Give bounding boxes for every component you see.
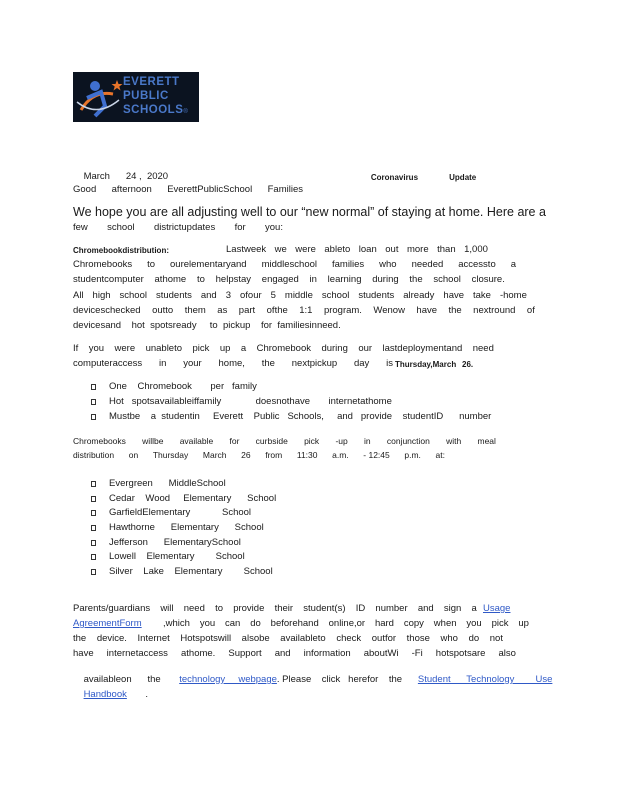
p4-word: availableto — [280, 633, 326, 644]
p4-word: to — [215, 603, 223, 614]
bullet-box-icon — [91, 496, 96, 502]
date-year: 2020 — [146, 171, 169, 182]
p2-word: need — [472, 343, 494, 354]
logo-text-line3-word: SCHOOLS — [123, 104, 184, 116]
bullet-box-icon — [91, 554, 96, 560]
p4-word: device. — [96, 633, 127, 644]
logo-text-line3 — [123, 103, 188, 119]
p4-word: . Please click herefor the — [276, 674, 403, 685]
school-name: Cedar Wood Elementary School — [109, 493, 277, 504]
usage-agreement-form-link[interactable]: Usage — [483, 603, 511, 614]
p4-word: will — [160, 603, 174, 614]
p1-word: outto — [152, 305, 174, 316]
p4-word: aboutWi — [363, 648, 399, 659]
p4-word: a — [471, 603, 477, 614]
p1-word: to — [196, 274, 205, 285]
p3-word: Chromebooks — [73, 436, 126, 446]
p4-line-4 — [73, 648, 516, 659]
intro-line-2 — [73, 222, 283, 233]
greeting — [73, 184, 303, 195]
p1-word: students — [358, 290, 395, 301]
p4-word: sign — [443, 603, 462, 614]
p4-word: alsobe — [241, 633, 270, 644]
p1-word: who — [379, 259, 397, 270]
greeting-word: EverettPublicSchool — [167, 184, 253, 195]
school-name: Silver Lake Elementary School — [109, 566, 273, 577]
p2-word: your — [183, 358, 202, 369]
p1-word: in — [309, 274, 317, 285]
p4-word: who — [440, 633, 458, 644]
p4-line-3 — [73, 633, 503, 644]
pickup-date: Thursday,March — [395, 360, 457, 369]
p3-word: Thursday — [152, 450, 189, 460]
bullet-box-icon — [91, 510, 96, 516]
p4-word: Parents/guardians — [73, 603, 151, 614]
title-word-2: Update — [449, 173, 477, 182]
bullet-box-icon — [91, 399, 96, 405]
p1-word: -home — [499, 290, 527, 301]
p1-word: needed — [411, 259, 444, 270]
p4-line-6 — [73, 678, 148, 711]
p4-line-1 — [73, 603, 477, 614]
p3-word: in — [363, 436, 371, 446]
p1-word: were — [295, 244, 316, 255]
p1-word: 5 — [270, 290, 276, 301]
p3-word: conjunction — [386, 436, 430, 446]
p3-word: curbside — [255, 436, 288, 446]
p4-word: you — [466, 618, 482, 629]
p1-word: as — [217, 305, 228, 316]
p1-line-1 — [226, 244, 488, 255]
p2-word: unableto — [145, 343, 183, 354]
p1-word: school — [321, 290, 350, 301]
p4-word: their — [274, 603, 294, 614]
p4-word: ,which — [163, 618, 190, 629]
p1-word: All — [73, 290, 84, 301]
p2-word: pick — [192, 343, 210, 354]
requirement-text: One Chromebook per family — [109, 381, 257, 392]
date-day: 24 , — [125, 171, 142, 182]
p3-word: 26 — [241, 450, 251, 460]
p3-word: at: — [435, 450, 445, 460]
p1-word: middleschool — [261, 259, 318, 270]
p3-word: March — [202, 450, 227, 460]
p4-word: Internet — [137, 633, 170, 644]
intro-word: districtupdates — [153, 222, 216, 233]
p1-word: helpstay — [215, 274, 252, 285]
p3-word: with — [446, 436, 462, 446]
p4-word: can — [225, 618, 241, 629]
p2-word: our — [358, 343, 373, 354]
p1-word: to — [147, 259, 156, 270]
p2-word: home, — [218, 358, 245, 369]
p4-word: information — [303, 648, 351, 659]
title-coronavirus-update — [362, 161, 476, 194]
p1-word: families — [331, 259, 365, 270]
p1-word: 1,000 — [464, 244, 488, 255]
requirement-item — [91, 411, 491, 422]
greeting-word: afternoon — [111, 184, 152, 195]
p1-word: the — [448, 305, 462, 316]
p1-word: school — [433, 274, 461, 285]
p3-word: on — [128, 450, 139, 460]
school-name: GarfieldElementary School — [109, 507, 252, 518]
p1-word: already — [403, 290, 435, 301]
p4-word: you — [199, 618, 216, 629]
date-month: March — [83, 171, 110, 182]
bullet-box-icon — [91, 481, 96, 487]
school-name: Hawthorne Elementary School — [109, 522, 264, 533]
p1-word: have — [416, 305, 438, 316]
p2-word: were — [114, 343, 136, 354]
p2-word: day — [353, 358, 370, 369]
p1-word: school — [119, 290, 147, 301]
p1-word: loan — [358, 244, 377, 255]
p4-word: do — [250, 618, 261, 629]
bullet-box-icon — [91, 540, 96, 546]
p4-word: . — [145, 689, 148, 700]
p2-word: up — [219, 343, 231, 354]
p4-word: outfor — [371, 633, 397, 644]
p4-word: those — [406, 633, 430, 644]
p4-word: have — [73, 648, 94, 659]
p1-word: take — [473, 290, 491, 301]
greeting-word: Families — [267, 184, 303, 195]
p1-word: them — [184, 305, 206, 316]
p4-word: Hotspotswill — [180, 633, 232, 644]
p3-word: 11:30 — [296, 450, 318, 460]
p2-word: a — [240, 343, 247, 354]
p3-word: from — [265, 450, 283, 460]
p1-line-4 — [73, 290, 527, 301]
p4-word: ID — [355, 603, 366, 614]
p3-line-2 — [73, 450, 445, 461]
p2-word: during — [321, 343, 348, 354]
p4-word: hotspotsare — [435, 648, 486, 659]
p1-word: deviceschecked — [73, 305, 141, 316]
intro-word: you: — [265, 222, 283, 233]
requirement-text: Mustbe a studentin Everett Public Schools, and provide studentID number — [109, 411, 492, 422]
chromebook-distribution-heading: Chromebookdistribution: — [73, 246, 169, 255]
p2-word: the — [261, 358, 275, 369]
logo-text-line2: PUBLIC — [123, 90, 169, 102]
p4-word: up — [518, 618, 529, 629]
school-item — [91, 537, 241, 548]
p2-word: in — [158, 358, 167, 369]
p1-word: ofour — [239, 290, 262, 301]
school-name: Lowell Elementary School — [109, 551, 245, 562]
bullet-box-icon — [91, 525, 96, 531]
p3-word: distribution — [73, 450, 115, 460]
p4-word: provide — [233, 603, 265, 614]
p1-word: high — [92, 290, 111, 301]
p1-word: studentcomputer — [73, 274, 144, 285]
p2-word: lastdeploymentand — [382, 343, 463, 354]
p4-word: also — [498, 648, 516, 659]
p1-word: Wenow — [373, 305, 405, 316]
p2-word: you — [88, 343, 105, 354]
p2-word: computeraccess — [73, 358, 143, 369]
bullet-box-icon — [91, 384, 96, 390]
p1-word: engaged — [261, 274, 299, 285]
everett-public-schools-logo — [73, 72, 199, 122]
p1-word: athome — [154, 274, 187, 285]
school-item — [91, 522, 264, 533]
handbook-link[interactable]: Handbook — [83, 689, 127, 700]
p4-word: do — [468, 633, 480, 644]
p1-word: nextround — [473, 305, 516, 316]
p4-word: athome. — [181, 648, 216, 659]
p4-word: hard — [374, 618, 394, 629]
bullet-box-icon — [91, 414, 96, 420]
intro-word: few — [73, 222, 88, 233]
p1-word: a — [510, 259, 516, 270]
p3-word: - 12:45 — [363, 450, 390, 460]
p3-word: p.m. — [404, 450, 421, 460]
school-name: Jefferson ElementarySchool — [109, 537, 241, 548]
p2-line-2 — [73, 358, 393, 369]
p1-word: Chromebooks — [73, 259, 133, 270]
p4-word: not — [489, 633, 503, 644]
p1-word: during — [372, 274, 399, 285]
p3-word: a.m. — [332, 450, 349, 460]
logo-text-line1: EVERETT — [123, 76, 180, 88]
school-name: Evergreen MiddleSchool — [109, 478, 226, 489]
p3-word: available — [179, 436, 214, 446]
p4-line-2 — [163, 618, 529, 629]
school-item — [91, 551, 245, 562]
p1-word: the — [409, 274, 423, 285]
p2-word: is — [386, 358, 393, 369]
requirement-item — [91, 396, 392, 407]
requirement-text: Hot spotsavailableiffamily doesnothave internetathome — [109, 396, 392, 407]
p4-word: -Fi — [411, 648, 423, 659]
intro-word: school — [107, 222, 135, 233]
p1-word: ourelementaryand — [170, 259, 247, 270]
logo-registered-mark: ® — [183, 109, 189, 115]
school-item — [91, 478, 226, 489]
technology-webpage-link[interactable]: technology webpage — [179, 674, 277, 685]
p1-word: closure. — [471, 274, 505, 285]
p1-line-5 — [73, 305, 535, 316]
p1-word: have — [443, 290, 465, 301]
p4-word: when — [433, 618, 457, 629]
p1-word: than — [437, 244, 456, 255]
p1-word: out — [385, 244, 399, 255]
p1-word: of — [526, 305, 535, 316]
p3-word: willbe — [142, 436, 164, 446]
p3-line-1 — [73, 436, 496, 447]
p1-word: middle — [284, 290, 313, 301]
p1-word: students — [155, 290, 192, 301]
p1-word: Lastweek — [226, 244, 267, 255]
intro-line-1: We hope you are all adjusting well to our “new normal” of staying at home. Here are a — [73, 205, 546, 219]
p1-line-2 — [73, 259, 516, 270]
p1-word: part — [238, 305, 256, 316]
p3-word: meal — [477, 436, 496, 446]
p1-word: program. — [323, 305, 362, 316]
p1-word: 1:1 — [299, 305, 313, 316]
p1-word: we — [274, 244, 287, 255]
p4-word: Support — [228, 648, 262, 659]
p1-word: accessto — [458, 259, 496, 270]
p4-word: beforehand — [270, 618, 319, 629]
p4-word: number — [375, 603, 408, 614]
title-word-1: Coronavirus — [370, 173, 419, 182]
p3-word: pick — [304, 436, 320, 446]
p4-word: online,or — [328, 618, 366, 629]
usage-agreement-form-link-cont[interactable]: AgreementForm — [73, 618, 142, 629]
p4-word: the — [73, 633, 87, 644]
p4-word: internetaccess — [106, 648, 168, 659]
p4-word: the — [147, 674, 161, 685]
p4-word: availableon — [83, 674, 132, 685]
p1-word: ofthe — [266, 305, 288, 316]
p2-word: Chromebook — [256, 343, 311, 354]
p2-word: nextpickup — [291, 358, 338, 369]
p4-word: and — [417, 603, 434, 614]
p4-word: copy — [403, 618, 424, 629]
p1-word: 3 — [225, 290, 231, 301]
p1-word: and — [200, 290, 217, 301]
p4-word: pick — [491, 618, 509, 629]
bullet-box-icon — [91, 569, 96, 575]
requirement-item — [91, 381, 257, 392]
p1-word: more — [406, 244, 429, 255]
p3-word: for — [229, 436, 240, 446]
p1-word: ableto — [324, 244, 351, 255]
p4-word: student(s) — [303, 603, 346, 614]
student-technology-use-handbook-link[interactable]: Student Technology Use — [417, 674, 553, 685]
p1-line-3 — [73, 274, 505, 285]
p4-word: and — [274, 648, 291, 659]
p2-word: If — [73, 343, 79, 354]
p4-word: need — [183, 603, 205, 614]
p1-line-6: devicesand hot spotsready to pickup for familiesinneed. — [73, 320, 341, 331]
p3-word: -up — [335, 436, 348, 446]
greeting-word: Good — [73, 184, 97, 195]
intro-word: for — [234, 222, 246, 233]
school-item — [91, 507, 251, 518]
p4-word: check — [336, 633, 362, 644]
p2-line-1 — [73, 343, 494, 354]
school-item — [91, 566, 273, 577]
pickup-day: 26. — [462, 360, 474, 369]
p1-word: learning — [327, 274, 362, 285]
school-item — [91, 493, 276, 504]
